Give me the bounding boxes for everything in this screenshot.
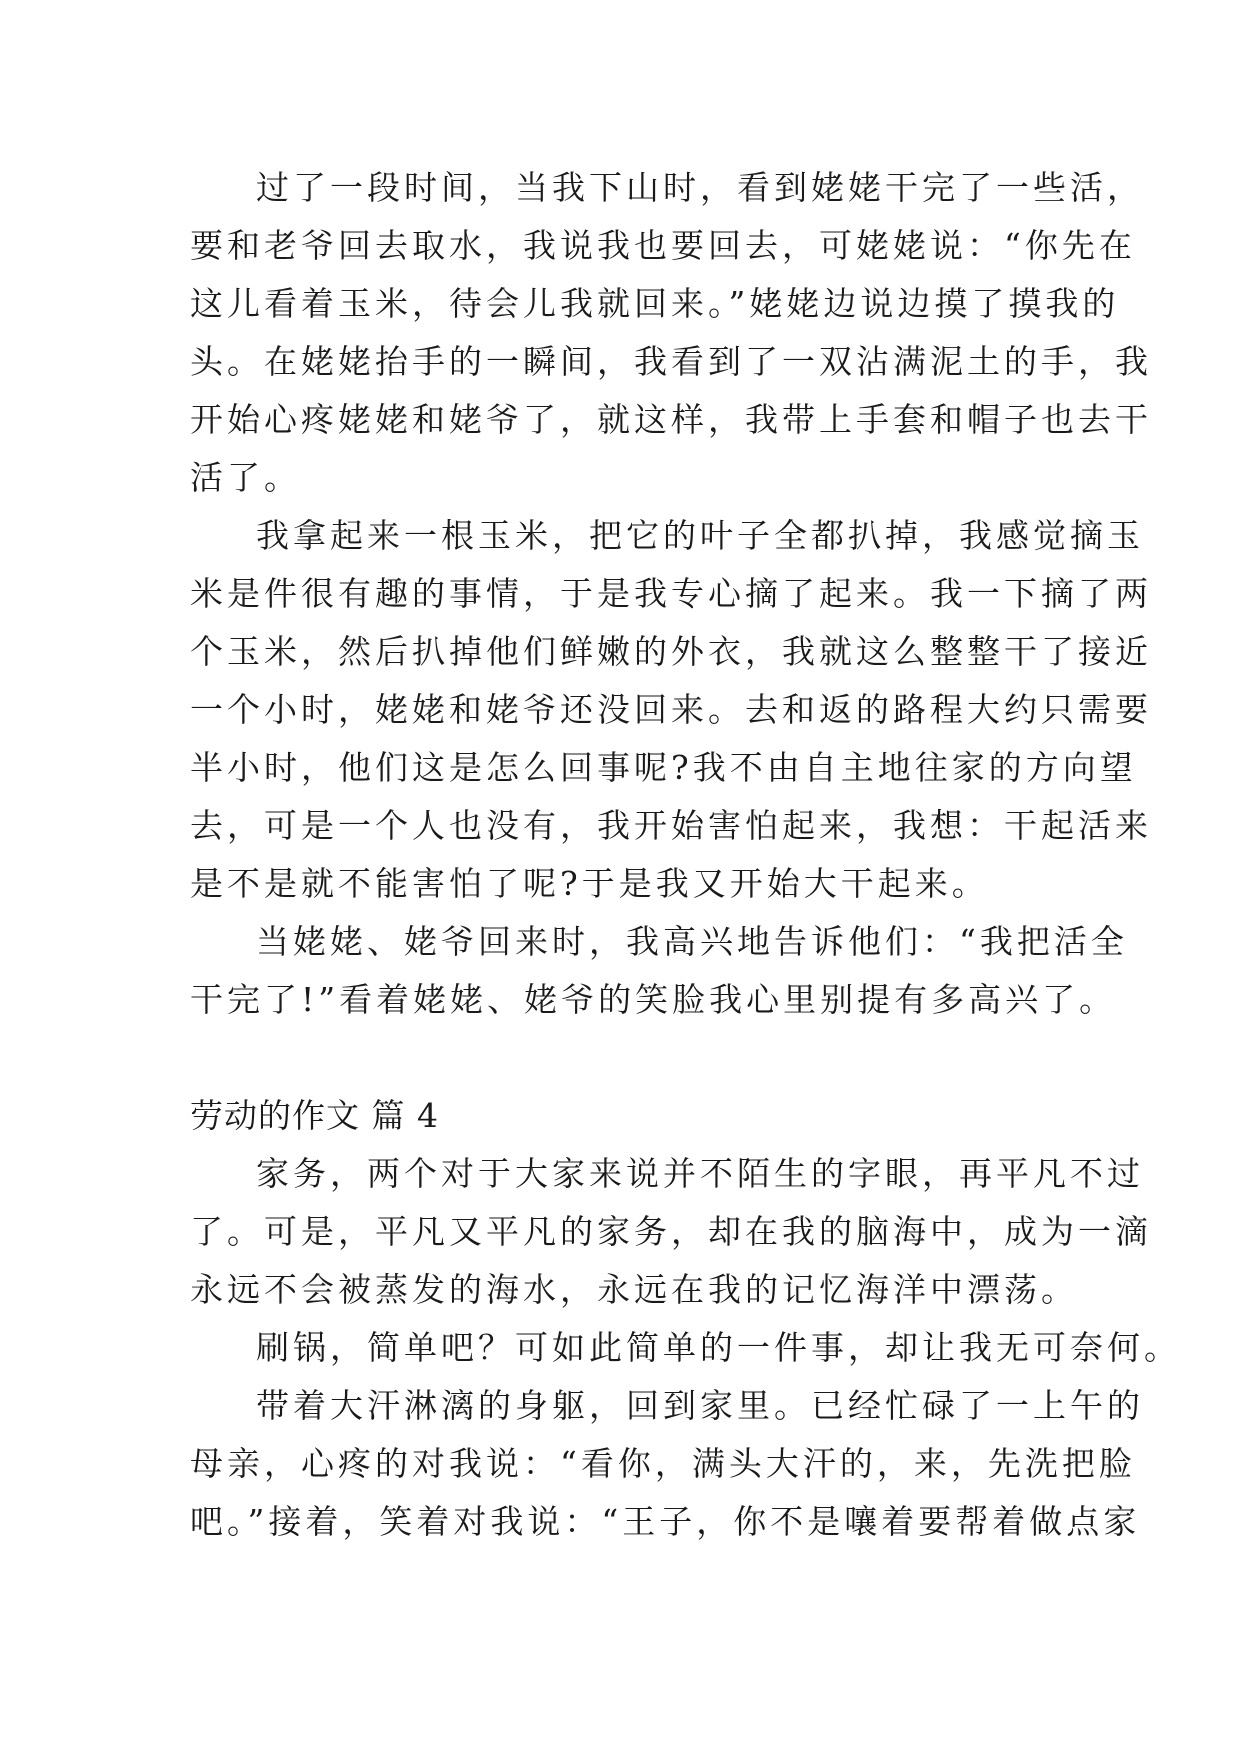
- section-heading: 劳动的作文 篇 4: [190, 1096, 439, 1135]
- paragraph-1-line-6: 活了。: [190, 458, 301, 497]
- paragraph-4-line-2: 了。可是，平凡又平凡的家务，却在我的脑海中，成为一滴: [190, 1212, 1152, 1251]
- paragraph-2-line-4: 一个小时，姥姥和姥爷还没回来。去和返的路程大约只需要: [190, 690, 1152, 729]
- paragraph-5-line-1: 刷锅，简单吧？可如此简单的一件事，却让我无可奈何。: [256, 1328, 1181, 1367]
- paragraph-4-line-1: 家务，两个对于大家来说并不陌生的字眼，再平凡不过: [256, 1154, 1144, 1193]
- paragraph-2-line-1: 我拿起来一根玉米，把它的叶子全都扒掉，我感觉摘玉: [256, 516, 1144, 555]
- paragraph-1-line-3: 这儿看着玉米，待会儿我就回来。”姥姥边说边摸了摸我的: [190, 284, 1120, 323]
- paragraph-6-line-2: 母亲，心疼的对我说：“看你，满头大汗的，来，先洗把脸: [190, 1444, 1136, 1483]
- paragraph-2-line-7: 是不是就不能害怕了呢?于是我又开始大干起来。: [190, 864, 989, 903]
- paragraph-3-line-1: 当姥姥、姥爷回来时，我高兴地告诉他们：“我把活全: [256, 922, 1128, 961]
- paragraph-4-line-3: 永远不会被蒸发的海水，永远在我的记忆海洋中漂荡。: [190, 1270, 1078, 1309]
- paragraph-2-line-5: 半小时，他们这是怎么回事呢?我不由自主地往家的方向望: [190, 748, 1137, 787]
- paragraph-2-line-2: 米是件很有趣的事情，于是我专心摘了起来。我一下摘了两: [190, 574, 1152, 613]
- paragraph-6-line-1: 带着大汗淋漓的身躯，回到家里。已经忙碌了一上午的: [256, 1386, 1144, 1425]
- paragraph-3-line-2: 干完了!”看着姥姥、姥爷的笑脸我心里别提有多高兴了。: [190, 980, 1117, 1019]
- paragraph-1-line-4: 头。在姥姥抬手的一瞬间，我看到了一双沾满泥土的手，我: [190, 342, 1152, 381]
- paragraph-1-line-1: 过了一段时间，当我下山时，看到姥姥干完了一些活，: [256, 168, 1144, 207]
- paragraph-6-line-3: 吧。”接着，笑着对我说：“王子，你不是嚷着要帮着做点家: [190, 1502, 1141, 1541]
- paragraph-1-line-5: 开始心疼姥姥和姥爷了，就这样，我带上手套和帽子也去干: [190, 400, 1152, 439]
- paragraph-1-line-2: 要和老爷回去取水，我说我也要回去，可姥姥说：“你先在: [190, 226, 1136, 265]
- paragraph-2-line-6: 去，可是一个人也没有，我开始害怕起来，我想：干起活来: [190, 806, 1152, 845]
- paragraph-2-line-3: 个玉米，然后扒掉他们鲜嫩的外衣，我就这么整整干了接近: [190, 632, 1152, 671]
